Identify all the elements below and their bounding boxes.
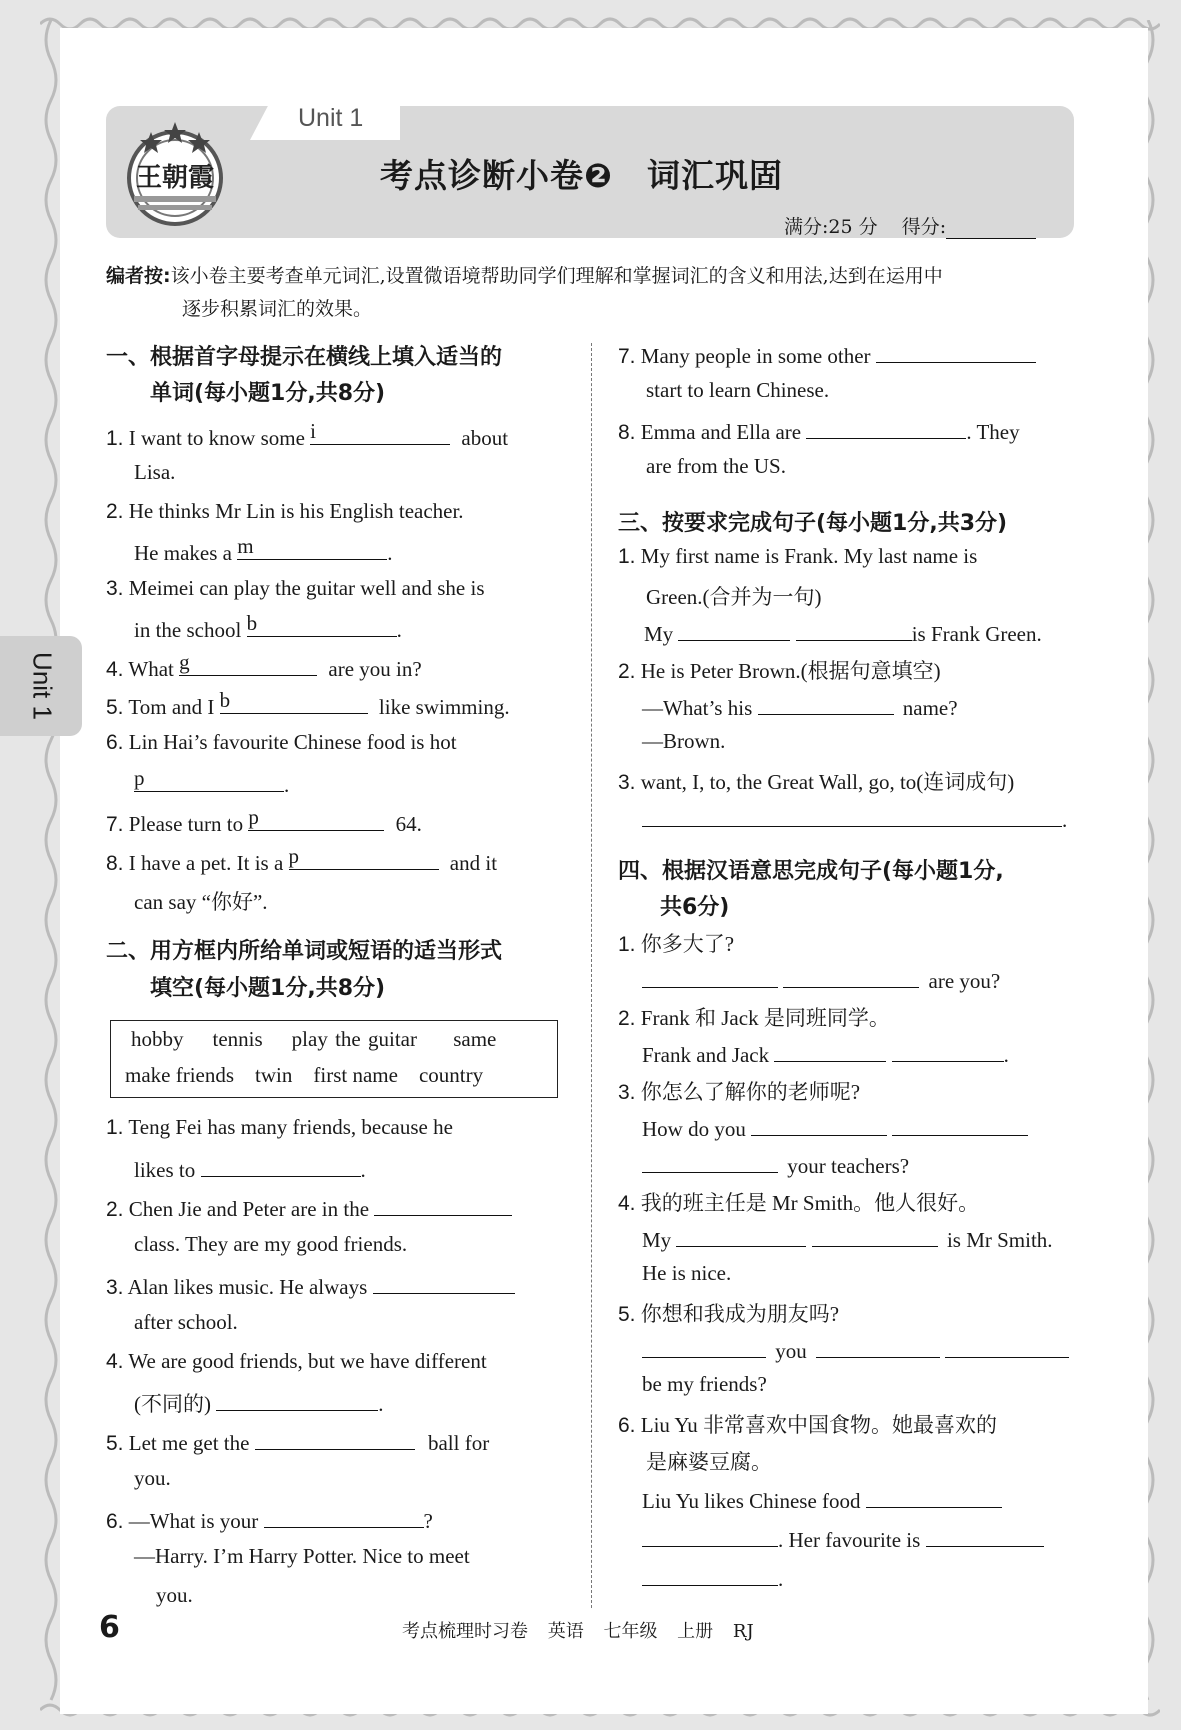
word-bank-item: same — [453, 1027, 497, 1051]
s1-q4 — [106, 650, 422, 682]
answer-blank[interactable] — [246, 611, 397, 637]
editor-note — [106, 260, 1076, 326]
s1-q2-line2 — [134, 534, 393, 566]
s4-q1-answer — [642, 965, 1000, 994]
answer-blank[interactable] — [642, 1563, 778, 1586]
s2-q3 — [106, 1271, 515, 1300]
q-text: Lisa. — [134, 460, 176, 484]
q-number: 2. — [618, 660, 636, 683]
answer-blank[interactable] — [642, 1150, 778, 1173]
q-text: are from the US. — [646, 454, 786, 478]
q-text: He thinks Mr Lin is his English teacher. — [128, 499, 464, 523]
answer-blank[interactable] — [216, 1388, 378, 1411]
s2-q8 — [618, 416, 1020, 445]
q-text: are you? — [928, 969, 1001, 993]
s4-q3 — [618, 1076, 860, 1106]
note-line2: 逐步积累词汇的效果。 — [182, 298, 373, 320]
q-text: in the school — [134, 618, 242, 642]
q-text: What — [128, 657, 174, 681]
answer-blank[interactable] — [237, 534, 387, 560]
s4-q6-line5 — [642, 1563, 783, 1592]
answer-blank[interactable] — [642, 804, 1062, 827]
column-divider — [591, 343, 592, 1608]
s4-q3-line3 — [642, 1150, 909, 1179]
hint-letter: b — [246, 611, 258, 635]
q-text: 64. — [395, 812, 422, 836]
s2-q2 — [106, 1193, 512, 1222]
answer-blank[interactable] — [373, 1271, 515, 1294]
answer-blank[interactable] — [806, 416, 966, 439]
word-bank-item: tennis — [212, 1027, 263, 1051]
s4-q2-answer — [642, 1039, 1009, 1068]
side-unit-label: Unit 1 — [27, 652, 58, 720]
q-number: 5. — [106, 696, 124, 719]
q-text: you. — [156, 1583, 193, 1607]
hint-letter: p — [288, 844, 300, 868]
s4-q4 — [618, 1187, 979, 1217]
answer-blank[interactable] — [945, 1335, 1069, 1358]
s1-q7 — [106, 805, 422, 837]
q-text: —What is your — [128, 1509, 259, 1533]
hint-letter: p — [248, 805, 259, 829]
s3-q1 — [618, 544, 977, 569]
s3-q2 — [618, 655, 941, 685]
q-text: like swimming. — [378, 695, 510, 719]
s3-q3 — [618, 766, 1014, 796]
answer-blank[interactable] — [642, 965, 778, 988]
q-text: Frank 和 Jack 是同班同学。 — [640, 1006, 890, 1030]
q-text: Please turn to — [128, 812, 244, 836]
q-text: He is nice. — [642, 1261, 732, 1285]
s1-q5 — [106, 688, 510, 720]
q-text: likes to — [134, 1158, 196, 1182]
note-line1: 该小卷主要考查单元词汇,设置微语境帮助同学们理解和掌握词汇的含义和用法,达到在运用中 — [170, 265, 943, 287]
q-text: He makes a — [134, 541, 232, 565]
q-text: is Frank Green. — [911, 622, 1042, 646]
s1-q2 — [106, 499, 464, 524]
q-text: Green.(合并为一句) — [646, 585, 822, 609]
q-text: Tom and I — [128, 695, 215, 719]
q-text: about — [461, 426, 509, 450]
s1-q3-line2 — [134, 611, 402, 643]
publisher-logo — [116, 112, 234, 230]
answer-blank[interactable] — [288, 844, 439, 870]
section4-title: 四、根据汉语意思完成句子(每小题1分, — [618, 859, 1004, 884]
page-number: 6 — [99, 1610, 120, 1645]
q-text: He is Peter Brown.(根据句意填空) — [640, 659, 941, 683]
q-text: Liu Yu likes Chinese food — [642, 1489, 861, 1513]
q-text: Lin Hai’s favourite Chinese food is hot — [128, 730, 457, 754]
q-text: name? — [902, 696, 958, 720]
q-text: . — [778, 1567, 784, 1591]
word-bank-item: twin — [255, 1063, 293, 1087]
q-number: 5. — [618, 1303, 636, 1326]
s4-q6 — [618, 1409, 997, 1439]
s4-q2 — [618, 1002, 890, 1032]
answer-blank[interactable] — [783, 965, 919, 988]
q-text: (不同的) — [134, 1392, 211, 1416]
answer-blank[interactable] — [264, 1505, 424, 1528]
q-number: 3. — [106, 1276, 124, 1299]
answer-blank[interactable] — [676, 1224, 806, 1247]
answer-blank[interactable] — [642, 1335, 766, 1358]
q-text: How do you — [642, 1117, 746, 1141]
q-number: 4. — [618, 1192, 636, 1215]
answer-blank[interactable] — [255, 1427, 415, 1450]
q-text: class. They are my good friends. — [134, 1232, 408, 1256]
s2-q7 — [618, 340, 1036, 369]
q-number: 1. — [106, 1116, 124, 1139]
q-number: 6. — [106, 731, 124, 754]
answer-blank[interactable] — [758, 692, 894, 715]
q-number: 2. — [618, 1007, 636, 1030]
s2-q1-line2 — [134, 1154, 366, 1183]
q-number: 3. — [618, 1081, 636, 1104]
s4-q3-line2 — [642, 1113, 1028, 1142]
q-text: be my friends? — [642, 1372, 767, 1396]
answer-blank[interactable] — [179, 650, 317, 676]
q-number: 4. — [106, 1350, 124, 1373]
word-bank-item: first name — [313, 1063, 398, 1087]
word-bank-item: hobby — [131, 1027, 184, 1051]
q-text: start to learn Chinese. — [646, 378, 830, 402]
answer-blank[interactable] — [892, 1113, 1028, 1136]
unit-label: Unit 1 — [298, 104, 364, 132]
answer-blank[interactable] — [866, 1485, 1002, 1508]
score-label: 得分: — [901, 216, 947, 238]
score-blank[interactable] — [946, 220, 1036, 239]
answer-blank[interactable] — [796, 618, 912, 641]
q-text: after school. — [134, 1310, 238, 1334]
word-bank-box — [110, 1020, 558, 1098]
word-bank-row1 — [131, 1027, 496, 1052]
section1-title: 一、根据首字母提示在横线上填入适当的 — [106, 345, 503, 370]
section1-subtitle: 单词(每小题1分,共8分) — [150, 381, 386, 406]
s1-q1 — [106, 419, 509, 451]
answer-blank[interactable] — [642, 1524, 778, 1547]
q-number: 6. — [106, 1510, 124, 1533]
footer-text: 考点梳理时习卷 英语 七年级 上册 RJ — [402, 1621, 754, 1642]
q-text: is Mr Smith. — [946, 1228, 1053, 1252]
q-text: 你多大了? — [640, 932, 735, 956]
q-text: 我的班主任是 Mr Smith。他人很好。 — [640, 1191, 980, 1215]
answer-blank[interactable] — [774, 1039, 886, 1062]
q-text: 你怎么了解你的老师呢? — [640, 1080, 861, 1104]
q-text: . — [1062, 808, 1068, 832]
q-text: —Brown. — [642, 729, 726, 753]
q-text: your teachers? — [787, 1154, 910, 1178]
answer-blank[interactable] — [892, 1039, 1004, 1062]
hint-letter: p — [134, 766, 145, 790]
q-text: Alan likes music. He always — [127, 1275, 368, 1299]
q-text: ball for — [427, 1431, 490, 1455]
q-text: Frank and Jack — [642, 1043, 770, 1067]
s1-q6 — [106, 730, 457, 755]
q-text: Liu Yu 非常喜欢中国食物。她最喜欢的 — [640, 1413, 997, 1437]
q-text: Teng Fei has many friends, because he — [128, 1115, 453, 1139]
s3-q1-answer — [644, 618, 1042, 647]
answer-blank[interactable] — [219, 688, 368, 714]
answer-blank[interactable] — [751, 1113, 887, 1136]
word-bank-row2 — [125, 1063, 483, 1088]
q-number: 4. — [106, 658, 124, 681]
q-text: Let me get the — [128, 1431, 250, 1455]
section2-title: 二、用方框内所给单词或短语的适当形式 — [106, 939, 503, 964]
q-text: Chen Jie and Peter are in the — [128, 1197, 370, 1221]
q-number: 7. — [618, 345, 636, 368]
q-number: 8. — [106, 852, 124, 875]
q-text: . They — [966, 420, 1020, 444]
q-number: 3. — [618, 771, 636, 794]
s4-q5-line2 — [642, 1335, 1069, 1364]
q-text: . — [387, 541, 393, 565]
q-text: you — [775, 1339, 807, 1363]
q-text: —Harry. I’m Harry Potter. Nice to meet — [134, 1544, 470, 1568]
q-number: 5. — [106, 1432, 124, 1455]
q-text: . — [396, 618, 402, 642]
section3-title: 三、按要求完成句子(每小题1分,共3分) — [618, 511, 1008, 536]
section4-subtitle: 共6分) — [660, 895, 730, 920]
score-line — [784, 212, 1036, 239]
s2-q4-line2 — [134, 1388, 384, 1418]
q-number: 2. — [106, 500, 124, 523]
hint-letter: i — [310, 419, 317, 443]
q-text: I want to know some — [128, 426, 305, 450]
answer-blank[interactable] — [134, 766, 284, 792]
s4-q6-line4 — [642, 1524, 1044, 1553]
hint-letter: g — [179, 650, 190, 674]
q-text: My first name is Frank. My last name is — [640, 544, 978, 568]
q-number: 2. — [106, 1198, 124, 1221]
page-title: 考点诊断小卷❷ 词汇巩固 — [380, 156, 783, 195]
answer-blank[interactable] — [310, 419, 450, 445]
s4-q4-line2 — [642, 1224, 1053, 1253]
answer-blank[interactable] — [248, 805, 384, 831]
q-text: and it — [449, 851, 498, 875]
q-number: 6. — [618, 1414, 636, 1437]
answer-blank[interactable] — [812, 1224, 938, 1247]
answer-blank[interactable] — [374, 1193, 512, 1216]
q-text: —What’s his — [642, 696, 753, 720]
answer-blank[interactable] — [876, 340, 1036, 363]
hint-letter: m — [237, 534, 254, 558]
s3-q3-line2 — [642, 804, 1067, 833]
q-text: Many people in some other — [640, 344, 871, 368]
q-number: 1. — [618, 933, 636, 956]
logo-text: 王朝霞 — [135, 163, 215, 193]
word-bank-item: country — [418, 1063, 484, 1087]
q-text: you. — [134, 1466, 171, 1490]
q-text: . — [360, 1158, 366, 1182]
answer-blank[interactable] — [201, 1154, 361, 1177]
answer-blank[interactable] — [678, 618, 790, 641]
q-text: . Her favourite is — [778, 1528, 921, 1552]
q-text: Emma and Ella are — [640, 420, 802, 444]
q-text: I have a pet. It is a — [128, 851, 284, 875]
section2-subtitle: 填空(每小题1分,共8分) — [150, 976, 386, 1001]
s4-q6-line3 — [642, 1485, 1002, 1514]
word-bank-item: make friends — [125, 1063, 235, 1087]
answer-blank[interactable] — [926, 1524, 1044, 1547]
q-text: . — [284, 773, 290, 797]
s2-q6 — [106, 1505, 433, 1534]
hint-letter: b — [219, 688, 231, 712]
q-text: Meimei can play the guitar well and she is — [128, 576, 485, 600]
q-text: 是麻婆豆腐。 — [646, 1450, 772, 1474]
s2-q5 — [106, 1427, 489, 1456]
note-label: 编者按: — [106, 265, 171, 287]
s2-q4 — [106, 1349, 487, 1374]
s1-q3 — [106, 576, 485, 601]
side-unit-tab — [0, 636, 82, 736]
q-number: 3. — [106, 577, 124, 600]
full-score: 满分:25 分 — [784, 216, 878, 238]
q-number: 8. — [618, 421, 636, 444]
s2-q1 — [106, 1115, 453, 1140]
q-text: We are good friends, but we have different — [128, 1349, 487, 1373]
q-text: want, I, to, the Great Wall, go, to(连词成句) — [640, 770, 1015, 794]
q-text: can say “你好”. — [134, 890, 268, 914]
s4-q5 — [618, 1298, 839, 1328]
q-number: 1. — [106, 427, 124, 450]
s3-q2-line2 — [642, 692, 958, 721]
q-number: 1. — [618, 545, 636, 568]
word-bank-item: play the guitar — [291, 1027, 417, 1051]
q-text: ? — [423, 1509, 433, 1533]
q-text: 你想和我成为朋友吗? — [640, 1302, 840, 1326]
q-number: 7. — [106, 813, 124, 836]
answer-blank[interactable] — [816, 1335, 940, 1358]
q-text: . — [1003, 1043, 1009, 1067]
q-text: My — [644, 622, 674, 646]
q-text: . — [378, 1392, 384, 1416]
q-text: My — [642, 1228, 672, 1252]
s1-q8 — [106, 844, 498, 876]
q-text: are you in? — [328, 657, 422, 681]
s1-q6-line2 — [134, 766, 290, 798]
s4-q1 — [618, 928, 734, 958]
